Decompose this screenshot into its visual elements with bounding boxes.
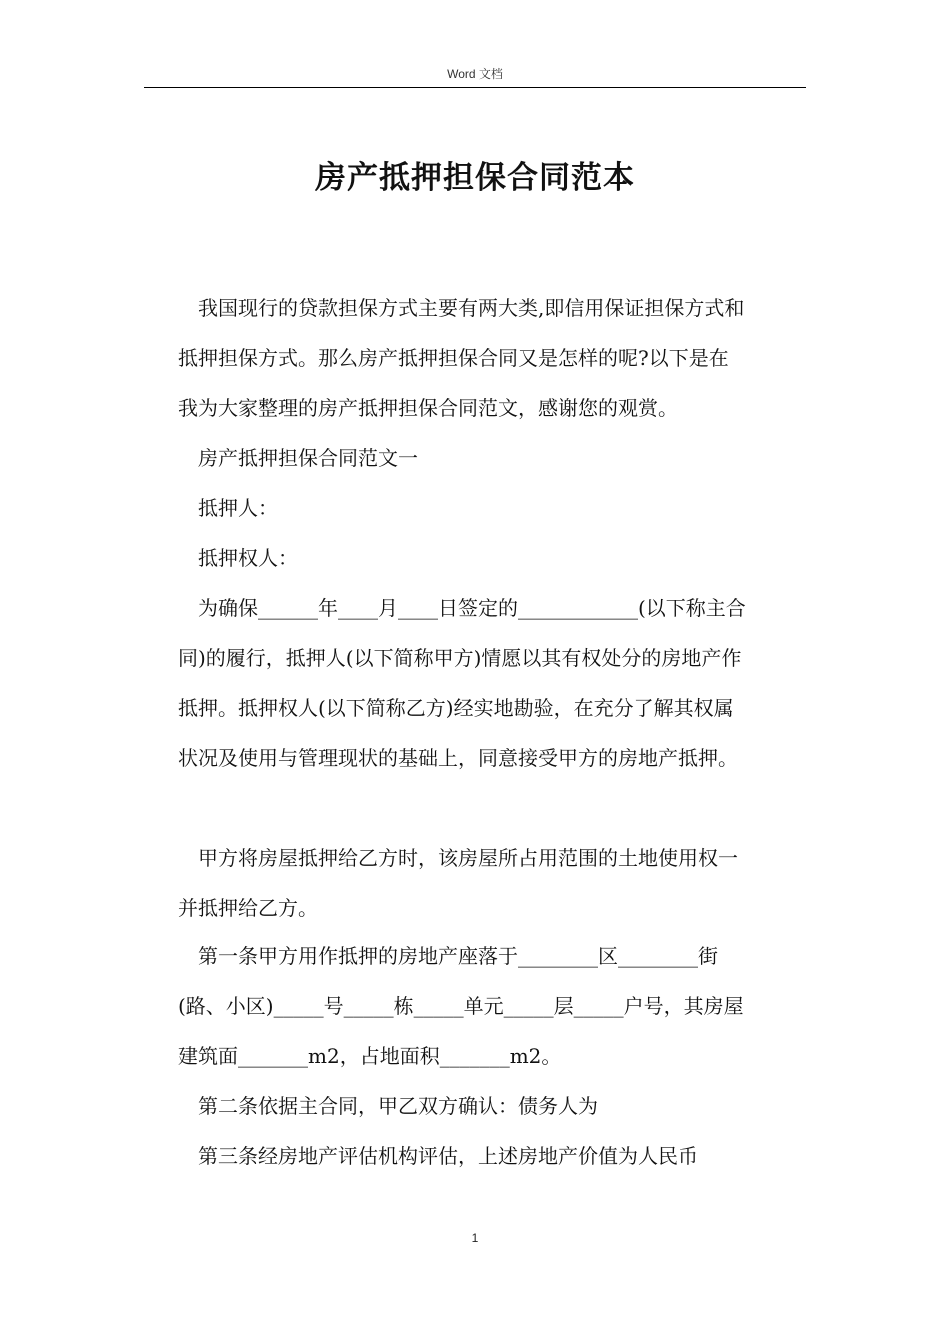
body-line: 我国现行的贷款担保方式主要有两大类,即信用保证担保方式和 — [198, 296, 745, 320]
body-line: 我为大家整理的房产抵押担保合同范文，感谢您的观赏。 — [178, 396, 678, 420]
header-divider — [144, 87, 806, 88]
body-line: 抵押担保方式。那么房产抵押担保合同又是怎样的呢?以下是在 — [178, 346, 729, 370]
document-header-label: Word 文档 — [447, 67, 503, 81]
body-line: 抵押权人： — [198, 546, 298, 570]
body-line: 房产抵押担保合同范文一 — [198, 446, 418, 470]
body-line: 为确保______年____月____日签定的____________(以下称主合 — [198, 596, 746, 620]
body-line: 甲方将房屋抵押给乙方时，该房屋所占用范围的土地使用权一 — [198, 846, 738, 870]
body-line: 状况及使用与管理现状的基础上，同意接受甲方的房地产抵押。 — [178, 746, 738, 770]
body-line: 抵押。抵押权人(以下简称乙方)经实地勘验，在充分了解其权属 — [178, 696, 734, 720]
document-title: 房产抵押担保合同范本 — [315, 160, 635, 196]
body-line: 并抵押给乙方。 — [178, 896, 318, 920]
body-line: 第三条经房地产评估机构评估，上述房地产价值为人民币 — [198, 1144, 698, 1168]
body-line: 同)的履行，抵押人(以下简称甲方)情愿以其有权处分的房地产作 — [178, 646, 742, 670]
body-line: 第一条甲方用作抵押的房地产座落于________区________街 — [198, 944, 718, 968]
page-number: 1 — [471, 1231, 479, 1245]
body-line: 第二条依据主合同，甲乙双方确认：债务人为 — [198, 1094, 598, 1118]
body-line: 抵押人： — [198, 496, 278, 520]
body-line: (路、小区)_____号_____栋_____单元_____层_____户号，其房屋 — [178, 994, 744, 1018]
body-line: 建筑面_______m2，占地面积_______m2。 — [178, 1044, 562, 1068]
